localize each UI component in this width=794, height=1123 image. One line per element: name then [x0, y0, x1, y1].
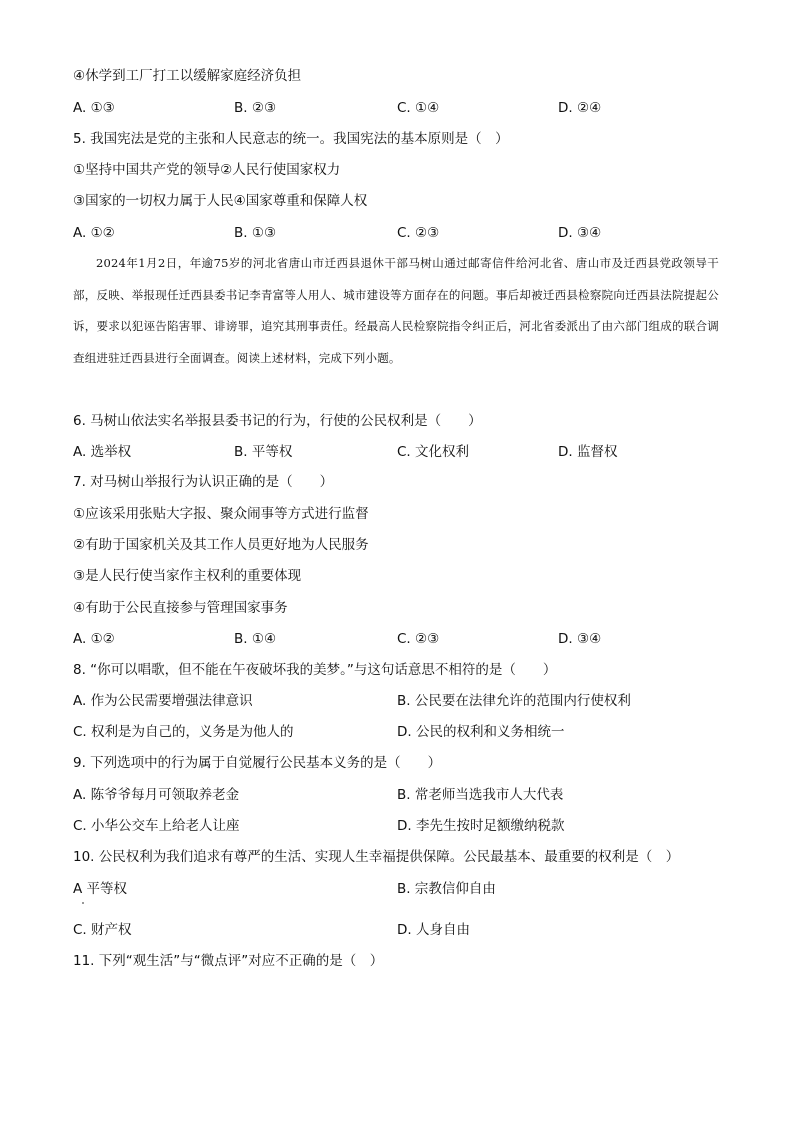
question-4-option-b[interactable]: B. ②③ — [234, 100, 277, 116]
question-8-option-c[interactable]: C. 权利是为自己的，义务是为他人的 — [73, 724, 294, 740]
question-9-option-c[interactable]: C. 小华公交车上给老人让座 — [73, 818, 240, 834]
question-10-option-c[interactable]: C. 财产权 — [73, 922, 132, 938]
question-5-option-b[interactable]: B. ①③ — [234, 225, 277, 241]
question-6-option-b[interactable]: B. 平等权 — [234, 444, 293, 460]
question-7-option-b[interactable]: B. ①④ — [234, 631, 277, 647]
question-8-option-d[interactable]: D. 公民的权利和义务相统一 — [397, 724, 565, 740]
question-4-option-c[interactable]: C. ①④ — [397, 100, 440, 116]
question-5-stem: 5. 我国宪法是党的主张和人民意志的统一。我国宪法的基本原则是（ ） — [73, 131, 509, 147]
question-4-option-d[interactable]: D. ②④ — [558, 100, 602, 116]
question-7-option-a[interactable]: A. ①② — [73, 631, 115, 647]
question-7-item-1: ①应该采用张贴大字报、聚众闹事等方式进行监督 — [73, 506, 369, 522]
question-5-option-a[interactable]: A. ①② — [73, 225, 115, 241]
question-11-stem: 11. 下列“观生活”与“微点评”对应不正确的是（ ） — [73, 953, 384, 969]
question-5-option-d[interactable]: D. ③④ — [558, 225, 602, 241]
question-5-item-line-1: ①坚持中国共产党的领导②人民行使国家权力 — [73, 162, 341, 178]
question-5-item-line-2: ③国家的一切权力属于人民④国家尊重和保障人权 — [73, 193, 368, 209]
question-6-option-d[interactable]: D. 监督权 — [558, 444, 618, 460]
question-6-option-a[interactable]: A. 选举权 — [73, 444, 132, 460]
question-4-option-a[interactable]: A. ①③ — [73, 100, 115, 116]
question-9-stem: 9. 下列选项中的行为属于自觉履行公民基本义务的是（ ） — [73, 755, 442, 771]
question-9-option-d[interactable]: D. 李先生按时足额缴纳税款 — [397, 818, 565, 834]
question-10-option-a[interactable]: A 平等权 — [73, 881, 128, 897]
question-10-option-b[interactable]: B. 宗教信仰自由 — [397, 881, 496, 897]
question-8-stem: 8. “你可以唱歌，但不能在午夜破坏我的美梦。”与这句话意思不相符的是（ ） — [73, 662, 557, 678]
question-7-option-c[interactable]: C. ②③ — [397, 631, 440, 647]
question-7-item-2: ②有助于国家机关及其工作人员更好地为人民服务 — [73, 537, 369, 553]
question-8-option-b[interactable]: B. 公民要在法律允许的范围内行使权利 — [397, 693, 631, 709]
question-7-item-3: ③是人民行使当家作主权利的重要体现 — [73, 568, 302, 584]
reading-passage: 2024年1月2日，年逾75岁的河北省唐山市迁西县退休干部马树山通过邮寄信件给河北省、唐山市及迁西县党政领导干部，反映、举报现任迁西县委书记李青富等人用人、城市建设等方面存在的问题。事后却被迁西县检察院向迁西县法院提起公诉，要求以犯诬告陷害罪、诽谤罪，追究其刑事责任。经最高人民检察院指令纠正后，河北省委派出了由六部门组成的联合调查组进驻迁西县进行全面调查。阅读上述材料，完成下列小题。 — [73, 256, 719, 365]
question-8-option-a[interactable]: A. 作为公民需要增强法律意识 — [73, 693, 253, 709]
question-7-option-d[interactable]: D. ③④ — [558, 631, 602, 647]
question-5-option-c[interactable]: C. ②③ — [397, 225, 440, 241]
question-6-option-c[interactable]: C. 文化权利 — [397, 444, 470, 460]
question-10-stem: 10. 公民权利为我们追求有尊严的生活、实现人生幸福提供保障。公民最基本、最重要的权利是（ ） — [73, 849, 680, 865]
question-6-stem: 6. 马树山依法实名举报县委书记的行为，行使的公民权利是（ ） — [73, 413, 482, 429]
question-7-stem: 7. 对马树山举报行为认识正确的是（ ） — [73, 474, 334, 490]
question-10-option-d[interactable]: D. 人身自由 — [397, 922, 470, 938]
question-9-option-a[interactable]: A. 陈爷爷每月可领取养老金 — [73, 787, 240, 803]
question-4-item-4: ④休学到工厂打工以缓解家庭经济负担 — [73, 68, 302, 84]
stray-dot — [82, 902, 84, 904]
question-7-item-4: ④有助于公民直接参与管理国家事务 — [73, 600, 288, 616]
question-9-option-b[interactable]: B. 常老师当选我市人大代表 — [397, 787, 564, 803]
